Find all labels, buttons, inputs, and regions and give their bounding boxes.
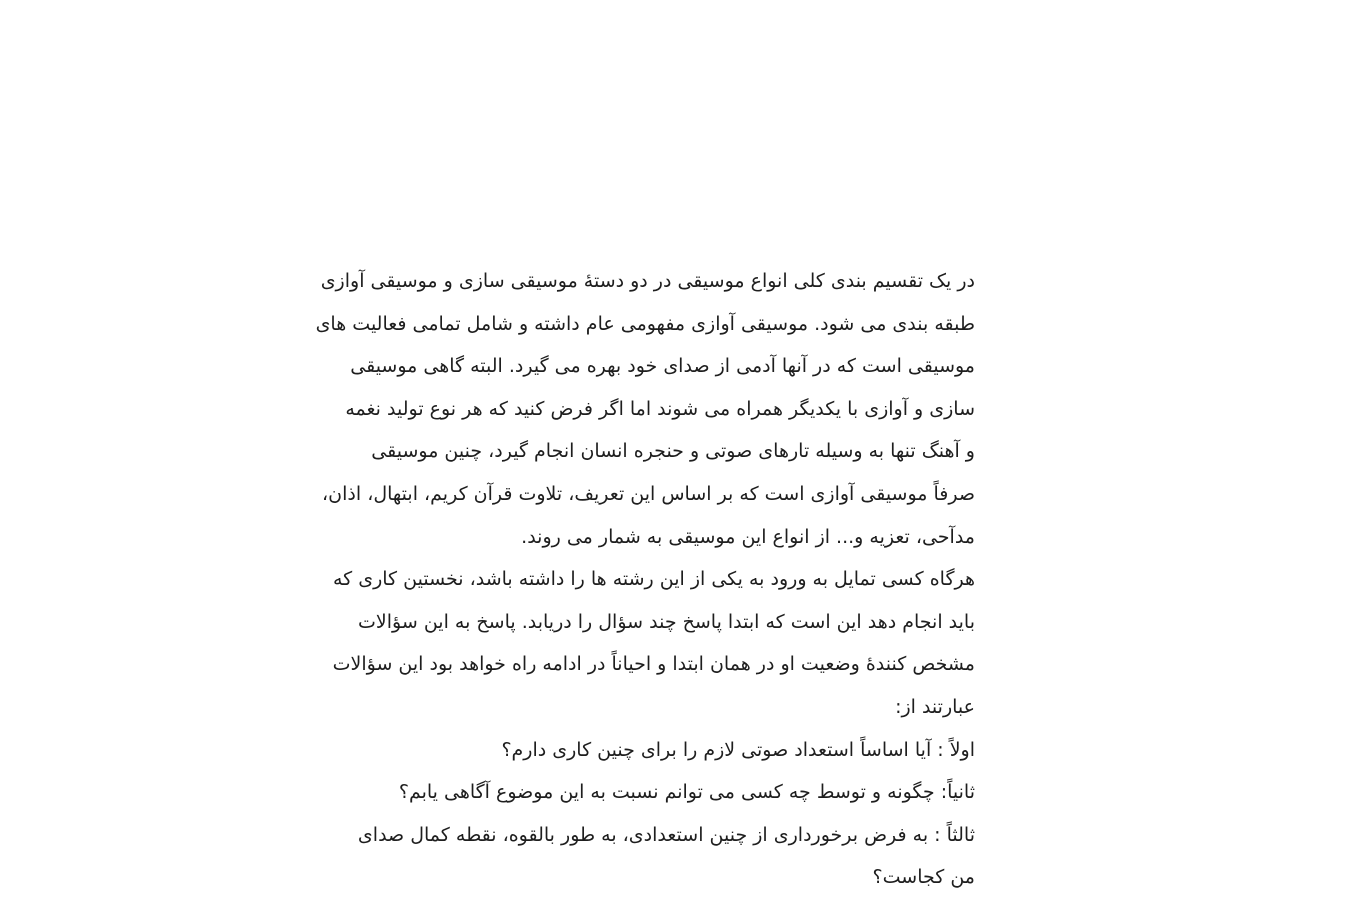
text-line: طبقه بندی می شود. موسیقی آوازی مفهومی عام داشته و شامل تمامی فعالیت های [315, 312, 975, 335]
text-line: و آهنگ تنها به وسیله تارهای صوتی و حنجره انسان انجام گیرد، چنین موسیقی [371, 440, 975, 463]
question-second [383, 771, 975, 814]
question-first [383, 729, 975, 772]
text-line: مشخص کنندهٔ وضعیت او در همان ابتدا و احیاناً در ادامه راه خواهد بود این سؤالات [332, 653, 975, 676]
text-line: ثالثاً : به فرض برخورداری از چنین استعدادی، به طور بالقوه، نقطه کمال صدای [357, 823, 975, 846]
text-line: سازی و آوازی با یکدیگر همراه می شوند اما اگر فرض کنید که هر نوع تولید نغمه [345, 397, 975, 420]
document-page [315, 260, 975, 899]
paragraph-questions-intro [332, 558, 975, 728]
question-third [357, 814, 975, 899]
text-line: هرگاه کسی تمایل به ورود به یکی از این رشته ها را داشته باشد، نخستین کاری که [332, 568, 975, 591]
text-line: من کجاست؟ [872, 866, 975, 889]
text-line: صرفاً موسیقی آوازی است که بر اساس این تعریف، تلاوت قرآن کریم، ابتهال، اذان، [322, 482, 975, 505]
question-list [357, 729, 975, 899]
text-line: ثانیاً: چگونه و توسط چه کسی می توانم نسبت به این موضوع آگاهی یابم؟ [398, 781, 975, 804]
text-line: موسیقی است که در آنها آدمی از صدای خود بهره می گیرد. البته گاهی موسیقی [350, 355, 975, 378]
text-line: اولاً : آیا اساساً استعداد صوتی لازم را برای چنین کاری دارم؟ [501, 738, 975, 761]
text-line: در یک تقسیم بندی کلی انواع موسیقی در دو دستهٔ موسیقی سازی و موسیقی آوازی [320, 270, 975, 292]
text-line: باید انجام دهد این است که ابتدا پاسخ چند سؤال را دریابد. پاسخ به این سؤالات [358, 610, 975, 633]
text-line: عبارتند از: [895, 695, 975, 718]
text-line: مدآحی، تعزیه و... از انواع این موسیقی به شمار می روند. [521, 525, 975, 548]
paragraph-vocal-music-definition [315, 260, 975, 558]
